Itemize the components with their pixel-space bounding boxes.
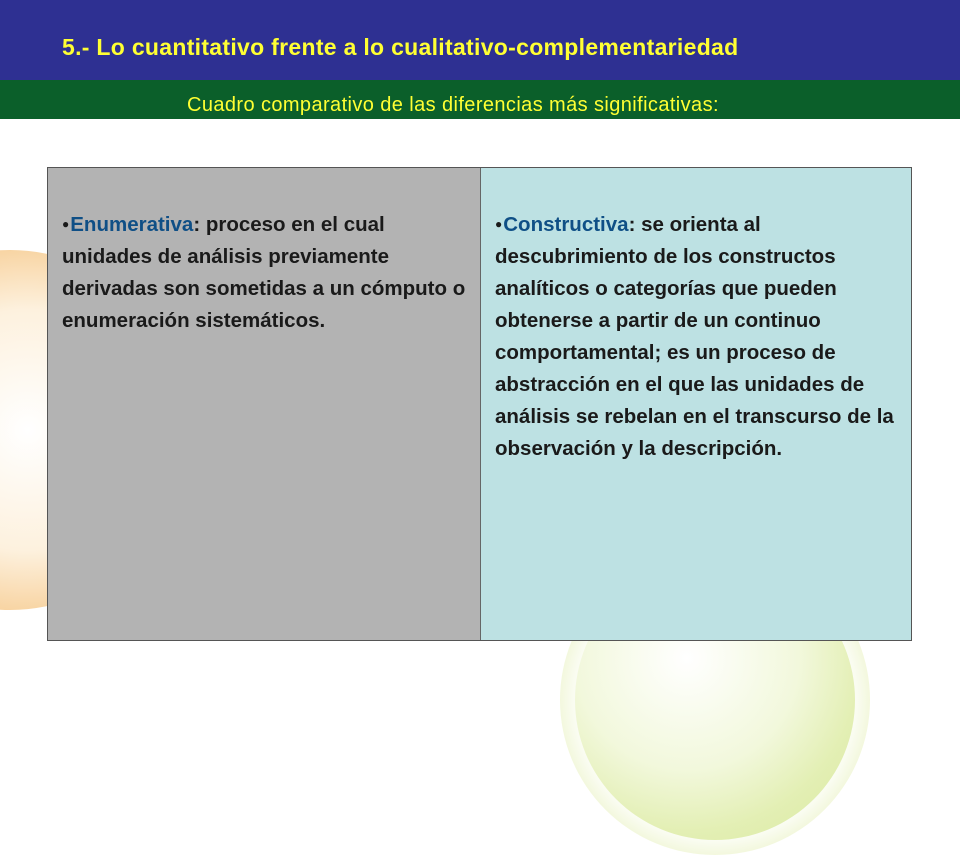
description-constructiva: : se orienta al descubrimiento de los constructos analíticos o categorías que pueden obtenerse a partir de un continuo comportamental; es un proceso de abstracción en el que las unidades de análisis se rebelan en el transcurso de la observación y la descripción. xyxy=(495,213,894,460)
term-enumerativa: Enumerativa xyxy=(70,213,194,236)
slide-title: 5.- Lo cuantitativo frente a lo cualitativo-complementariedad xyxy=(62,34,739,60)
bullet-icon: ● xyxy=(495,217,503,231)
bullet-icon: ● xyxy=(62,217,70,231)
comparison-cell-enumerativa xyxy=(48,168,481,640)
comparison-table xyxy=(47,167,912,641)
description-enumerativa: : proceso en el cual unidades de análisis previamente derivadas son sometidas a un cómputo o enumeración sistemáticos. xyxy=(62,213,466,332)
slide-subtitle: Cuadro comparativo de las diferencias más significativas: xyxy=(187,94,719,116)
comparison-cell-constructiva xyxy=(481,168,911,640)
term-constructiva: Constructiva xyxy=(503,213,629,236)
